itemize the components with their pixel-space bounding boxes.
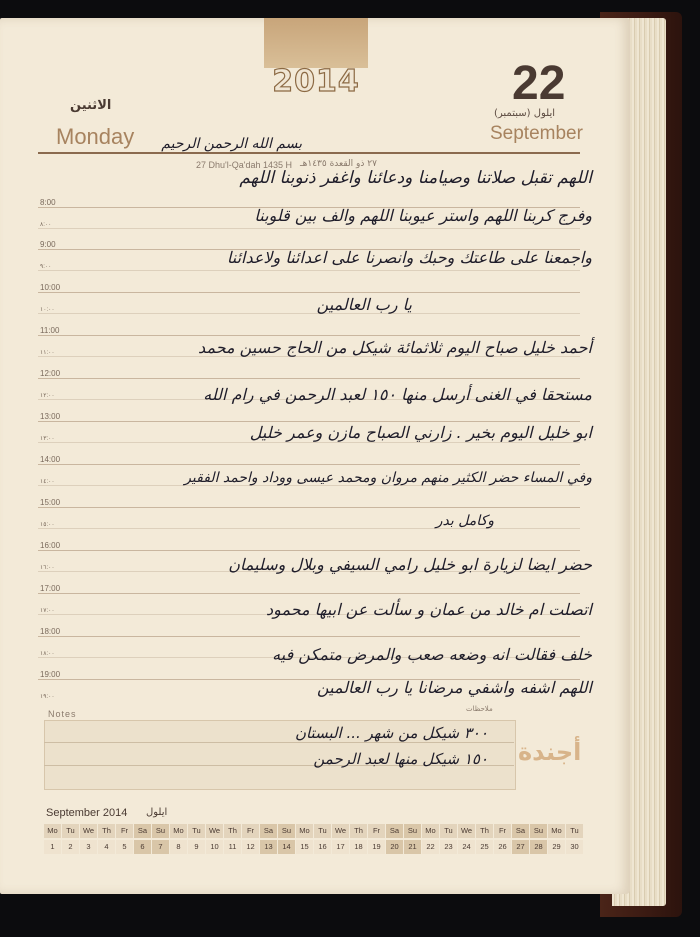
calendar-day: 18 <box>350 840 368 854</box>
calendar-weekday: Sa <box>386 824 404 838</box>
handwritten-line: أحمد خليل صباح اليوم ثلاثمائة شيكل من الحاج حسين محمد <box>198 338 592 357</box>
calendar-weekday: Fr <box>368 824 386 838</box>
calendar-day: 26 <box>494 840 512 854</box>
calendar-title: September 2014 <box>46 807 128 819</box>
calendar-weekday: Th <box>350 824 368 838</box>
handwritten-line: حضر ايضا لزيارة ابو خليل رامي السيفي وبلال وسليمان <box>228 555 592 574</box>
hour-label: 14:00 <box>40 455 61 464</box>
calendar-day: 23 <box>440 840 458 854</box>
hour-label-arabic: ١٢:٠٠ <box>40 393 55 399</box>
calendar-day: 28 <box>530 840 548 854</box>
handwritten-line: وفرج كربنا اللهم واستر عيوبنا اللهم والف بين قلوبنا <box>254 206 592 225</box>
hour-label-arabic: ١٤:٠٠ <box>40 479 55 485</box>
calendar-weekday: Sa <box>512 824 530 838</box>
calendar-day: 9 <box>188 840 206 854</box>
calendar-weekday: Su <box>152 824 170 838</box>
hour-label-arabic: ١٣:٠٠ <box>40 436 55 442</box>
handwritten-line: وكامل بدر <box>435 513 494 529</box>
calendar-day: 11 <box>224 840 242 854</box>
hour-label-arabic: ١٨:٠٠ <box>40 651 55 657</box>
calendar-weekday: Fr <box>242 824 260 838</box>
calendar-day: 30 <box>566 840 584 854</box>
calendar-weekday: We <box>80 824 98 838</box>
calendar-weekday: Sa <box>260 824 278 838</box>
hijri-date-arabic: ٢٧ ذو القعدة ١٤٣٥هـ <box>300 159 377 169</box>
calendar-weekday: Mo <box>44 824 62 838</box>
calendar-day: 13 <box>260 840 278 854</box>
calendar-day: 19 <box>368 840 386 854</box>
calendar-day: 24 <box>458 840 476 854</box>
calendar-day: 21 <box>404 840 422 854</box>
calendar-weekday: Tu <box>440 824 458 838</box>
calendar-weekday: Su <box>530 824 548 838</box>
agenda-logo: أجندة <box>518 738 582 766</box>
hour-label-arabic: ١٧:٠٠ <box>40 608 55 614</box>
calendar-weekday: Tu <box>188 824 206 838</box>
calendar-day: 25 <box>476 840 494 854</box>
weekday-arabic: الاثنين <box>70 98 112 113</box>
calendar-weekday: We <box>332 824 350 838</box>
calendar-weekday: Tu <box>62 824 80 838</box>
month-english: September <box>490 123 583 144</box>
month-calendar <box>44 824 584 854</box>
handwritten-line: اللهم تقبل صلاتنا وصيامنا ودعائنا واغفر ذنوبنا اللهم <box>239 168 592 188</box>
hour-label-arabic: ٩:٠٠ <box>40 264 52 270</box>
year: 2014 <box>272 64 360 99</box>
calendar-day: 5 <box>116 840 134 854</box>
hour-label: 16:00 <box>40 541 61 550</box>
calendar-weekday: Tu <box>566 824 584 838</box>
hour-label-arabic: ١٥:٠٠ <box>40 522 55 528</box>
calendar-day: 22 <box>422 840 440 854</box>
basmala: بسم الله الرحمن الرحيم <box>161 136 302 152</box>
hour-label: 12:00 <box>40 369 61 378</box>
calendar-weekday: We <box>206 824 224 838</box>
calendar-day: 17 <box>332 840 350 854</box>
handwritten-line: ابو خليل اليوم بخير . زارني الصباح مازن وعمر خليل <box>249 423 592 442</box>
calendar-day: 29 <box>548 840 566 854</box>
note-line: ٣٠٠ شيكل من شهر ... البستان <box>294 724 488 742</box>
notes-label: Notes <box>48 709 77 719</box>
hour-label: 11:00 <box>40 326 60 335</box>
note-line: ١٥٠ شيكل منها لعبد الرحمن <box>313 750 488 768</box>
calendar-day: 3 <box>80 840 98 854</box>
calendar-day: 27 <box>512 840 530 854</box>
calendar-day: 15 <box>296 840 314 854</box>
month-arabic: ايلول (سبتمبر) <box>494 108 556 119</box>
handwritten-line: يا رب العالمين <box>316 295 412 314</box>
calendar-day: 6 <box>134 840 152 854</box>
handwritten-line: وفي المساء حضر الكثير منهم مروان ومحمد عيسى ووداد واحمد الفقير <box>184 470 592 486</box>
hijri-date-english: 27 Dhu'l-Qa'dah 1435 H <box>196 160 292 170</box>
hour-label-arabic: ١٠:٠٠ <box>40 307 55 313</box>
calendar-title-arabic: ايلول <box>146 807 168 818</box>
calendar-weekday: Mo <box>296 824 314 838</box>
calendar-day: 12 <box>242 840 260 854</box>
calendar-weekday: Th <box>98 824 116 838</box>
calendar-day: 4 <box>98 840 116 854</box>
hour-label: 18:00 <box>40 627 61 636</box>
hour-label-arabic: ٨:٠٠ <box>40 222 52 228</box>
hour-label: 17:00 <box>40 584 61 593</box>
calendar-weekday: Tu <box>314 824 332 838</box>
notes-label-arabic: ملاحظات <box>466 705 493 713</box>
calendar-day: 14 <box>278 840 296 854</box>
calendar-weekday: Th <box>224 824 242 838</box>
hour-label: 13:00 <box>40 412 61 421</box>
hour-label: 10:00 <box>40 283 61 292</box>
calendar-day: 8 <box>170 840 188 854</box>
hour-label: 9:00 <box>40 240 56 249</box>
calendar-weekday: Sa <box>134 824 152 838</box>
calendar-weekday: Fr <box>494 824 512 838</box>
handwritten-line: اتصلت ام خالد من عمان و سألت عن ابيها محمود <box>266 600 592 619</box>
handwritten-line: واجمعنا على طاعتك وحبك وانصرنا على اعدائنا ولاعدائنا <box>226 248 592 267</box>
calendar-day: 1 <box>44 840 62 854</box>
hour-label-arabic: ١٩:٠٠ <box>40 694 55 700</box>
hour-label: 15:00 <box>40 498 61 507</box>
handwritten-line: اللهم اشفه واشفي مرضانا يا رب العالمين <box>316 678 592 697</box>
calendar-weekday: Mo <box>548 824 566 838</box>
hour-label-arabic: ١٦:٠٠ <box>40 565 55 571</box>
day-number: 22 <box>512 57 566 110</box>
calendar-day: 7 <box>152 840 170 854</box>
calendar-day: 10 <box>206 840 224 854</box>
calendar-weekday: Mo <box>170 824 188 838</box>
hour-label-arabic: ١١:٠٠ <box>40 350 55 356</box>
calendar-weekday: Th <box>476 824 494 838</box>
hour-label: 8:00 <box>40 198 56 207</box>
calendar-day: 20 <box>386 840 404 854</box>
calendar-weekday: Su <box>278 824 296 838</box>
hour-label: 19:00 <box>40 670 61 679</box>
calendar-weekday: Mo <box>422 824 440 838</box>
calendar-weekday: Fr <box>116 824 134 838</box>
calendar-day: 16 <box>314 840 332 854</box>
weekday-english: Monday <box>56 124 135 149</box>
calendar-weekday: We <box>458 824 476 838</box>
calendar-weekday: Su <box>404 824 422 838</box>
calendar-day: 2 <box>62 840 80 854</box>
handwritten-line: خلف فقالت انه وضعه صعب والمرض متمكن فيه <box>272 645 592 664</box>
handwritten-line: مستحقا في الغنى أرسل منها ١٥٠ لعبد الرحمن في رام الله <box>203 385 592 404</box>
